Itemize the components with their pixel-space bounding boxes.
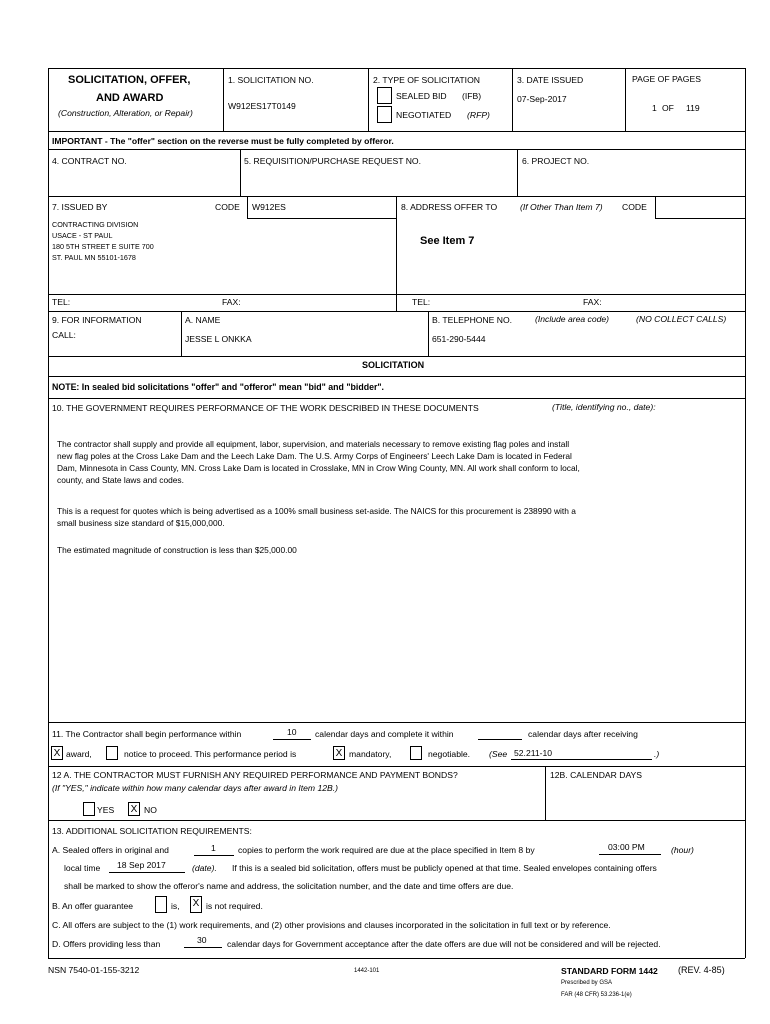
item13-label: 13. ADDITIONAL SOLICITATION REQUIREMENTS:: [52, 826, 252, 836]
award-label: award,: [66, 749, 92, 759]
bonds-yes-checkbox[interactable]: [83, 802, 95, 816]
negotiated-checkbox[interactable]: [377, 106, 392, 123]
see-clause-suffix: .): [654, 749, 660, 759]
negotiated-label: NEGOTIATED: [396, 110, 452, 120]
telephone-label: B. TELEPHONE NO.: [432, 315, 513, 325]
item11-receiving-text: calendar days after receiving: [528, 729, 638, 739]
type-of-solicitation-label: 2. TYPE OF SOLICITATION: [373, 75, 480, 85]
see-clause-prefix: (See: [489, 749, 508, 759]
total-pages: 119: [686, 103, 700, 113]
item11-begin-text: 11. The Contractor shall begin performance within: [52, 729, 242, 739]
page-of-pages-label: PAGE OF PAGES: [632, 74, 701, 84]
sealed-bid-note: NOTE: In sealed bid solicitations "offer" and "offeror" mean "bid" and "bidder".: [52, 382, 385, 392]
issuer-address-line3: 180 5TH STREET E SUITE 700: [52, 242, 154, 251]
tel-label-7: TEL:: [52, 297, 71, 307]
tel-label-8: TEL:: [412, 297, 431, 307]
begin-days-value: 10: [287, 727, 297, 737]
item13a-text2: copies to perform the work required are due at the place specified in Item 8 by: [238, 845, 535, 855]
nsn-number: NSN 7540-01-155-3212: [48, 965, 140, 975]
see-item-7: See Item 7: [420, 235, 475, 247]
negotiable-checkbox[interactable]: [410, 746, 422, 760]
fax-label-8: FAX:: [583, 297, 602, 307]
item13a-text1: A. Sealed offers in original and: [52, 845, 169, 855]
prescribed-by: Prescribed by GSA: [561, 980, 613, 986]
item13a-text3: If this is a sealed bid solicitation, offers must be publicly opened at that time. Sealed envelopes containing offers: [232, 863, 657, 873]
guarantee-not-required-label: is not required.: [206, 901, 263, 911]
page-number: 1: [652, 103, 657, 113]
date-label: (date).: [192, 863, 217, 873]
address-offer-to-label: 8. ADDRESS OFFER TO: [401, 202, 498, 212]
issued-by-label: 7. ISSUED BY: [52, 202, 108, 212]
setaside-line2: small business size standard of $15,000,000.: [57, 518, 225, 528]
issued-by-code: W912ES: [252, 202, 286, 212]
ntp-checkbox[interactable]: [106, 746, 118, 760]
issued-by-code-label: CODE: [215, 202, 240, 212]
call-label: CALL:: [52, 330, 76, 340]
issuer-address-line4: ST. PAUL MN 55101-1678: [52, 253, 136, 262]
date-issued-value: 07-Sep-2017: [517, 94, 567, 104]
contact-name: JESSE L ONKKA: [185, 334, 252, 344]
area-code-note: (Include area code): [535, 314, 610, 324]
sealed-bid-label: SEALED BID: [396, 91, 447, 101]
fax-label-7: FAX:: [222, 297, 241, 307]
standard-form-name: STANDARD FORM 1442: [561, 966, 658, 976]
due-time-value: 03:00 PM: [608, 842, 645, 852]
form-subtitle: (Construction, Alteration, or Repair): [58, 108, 193, 118]
item13d-text2: calendar days for Government acceptance after the date offers are due will not be considered and will be rejected.: [227, 939, 661, 949]
acceptance-days-value: 30: [197, 935, 207, 945]
guarantee-not-required-checkbox[interactable]: X: [190, 896, 202, 913]
item12a-label: 12 A. THE CONTRACTOR MUST FURNISH ANY REQUIRED PERFORMANCE AND PAYMENT BONDS?: [52, 770, 458, 780]
contact-phone: 651-290-5444: [432, 334, 486, 344]
date-issued-label: 3. DATE ISSUED: [517, 75, 584, 85]
description-line1: The contractor shall supply and provide all equipment, labor, supervision, and materials necessary to remove existing flag poles and install: [57, 439, 570, 449]
issuer-address-line1: CONTRACTING DIVISION: [52, 220, 139, 229]
sealed-bid-checkbox[interactable]: [377, 87, 392, 104]
name-label: A. NAME: [185, 315, 221, 325]
description-line2: new flag poles at the Cross Lake Dam and the Leech Lake Dam. The U.S. Army Corps of Engineers' Leech Lake Dam is located in Federal: [57, 451, 572, 461]
requisition-label: 5. REQUISITION/PURCHASE REQUEST NO.: [244, 156, 421, 166]
ifb-label: (IFB): [462, 91, 482, 101]
local-time-label: local time: [64, 863, 101, 873]
item11-complete-text: calendar days and complete it within: [315, 729, 454, 739]
item13c-text: C. All offers are subject to the (1) work requirements, and (2) other provisions and clauses incorporated in the solicitation in full text or by reference.: [52, 920, 611, 930]
issuer-address-line2: USACE - ST PAUL: [52, 231, 113, 240]
bonds-no-checkbox[interactable]: X: [128, 802, 140, 816]
item12b-label: 12B. CALENDAR DAYS: [550, 770, 643, 780]
magnitude-line: The estimated magnitude of construction is less than $25,000.00: [57, 545, 297, 555]
mandatory-checkbox[interactable]: X: [333, 746, 345, 760]
project-no-label: 6. PROJECT NO.: [522, 156, 590, 166]
item13b-text: B. An offer guarantee: [52, 901, 134, 911]
setaside-line1: This is a request for quotes which is being advertised as a 100% small business set-aside. The NAICS for this procurement is 238990 with a: [57, 506, 576, 516]
form-revision: (REV. 4-85): [678, 965, 725, 975]
see-clause-ref: 52.211-10: [514, 748, 553, 758]
item13a-text4: shall be marked to show the offeror's name and address, the solicitation number, and the date and time offers are due.: [64, 881, 514, 891]
due-date-value: 18 Sep 2017: [117, 860, 166, 870]
hour-label: (hour): [671, 845, 694, 855]
item12a-note: (If "YES," indicate within how many calendar days after award in Item 12B.): [52, 783, 339, 793]
if-other-note: (If Other Than Item 7): [520, 202, 603, 212]
form-title-line1: SOLICITATION, OFFER,: [68, 74, 191, 86]
mandatory-label: mandatory,: [349, 749, 392, 759]
contract-no-label: 4. CONTRACT NO.: [52, 156, 127, 166]
far-reference: FAR (48 CFR) 53.236-1(e): [561, 992, 632, 998]
description-line3: Dam, Minnesota in Cass County, MN. Cross Lake Dam is located in Crosslake, MN in Crow Wing County, MN. All work shall conform to local,: [57, 463, 580, 473]
guarantee-is-checkbox[interactable]: [155, 896, 167, 913]
award-checkbox[interactable]: X: [51, 746, 63, 760]
form-code: 1442-101: [354, 968, 380, 974]
solicitation-no-label: 1. SOLICITATION NO.: [228, 75, 314, 85]
ntp-label: notice to proceed. This performance period is: [124, 749, 297, 759]
bonds-yes-label: YES: [97, 805, 115, 815]
important-notice: IMPORTANT - The "offer" section on the reverse must be fully completed by offeror.: [52, 136, 394, 146]
page-of: OF: [662, 103, 674, 113]
item10-label: 10. THE GOVERNMENT REQUIRES PERFORMANCE OF THE WORK DESCRIBED IN THESE DOCUMENTS: [52, 403, 479, 413]
solicitation-no-value: W912ES17T0149: [228, 101, 296, 111]
description-line4: county, and State laws and codes.: [57, 475, 184, 485]
item13d-text1: D. Offers providing less than: [52, 939, 161, 949]
item10-title-note: (Title, identifying no., date):: [552, 402, 656, 412]
for-information-label: 9. FOR INFORMATION: [52, 315, 142, 325]
negotiable-label: negotiable.: [428, 749, 471, 759]
no-collect-note: (NO COLLECT CALLS): [636, 314, 727, 324]
rfp-label: (RFP): [467, 110, 490, 120]
copies-value: 1: [211, 843, 216, 853]
address-offer-code-label: CODE: [622, 202, 647, 212]
bonds-no-label: NO: [144, 805, 157, 815]
guarantee-is-label: is,: [171, 901, 180, 911]
solicitation-heading: SOLICITATION: [362, 360, 425, 370]
form-title-line2: AND AWARD: [96, 92, 164, 104]
